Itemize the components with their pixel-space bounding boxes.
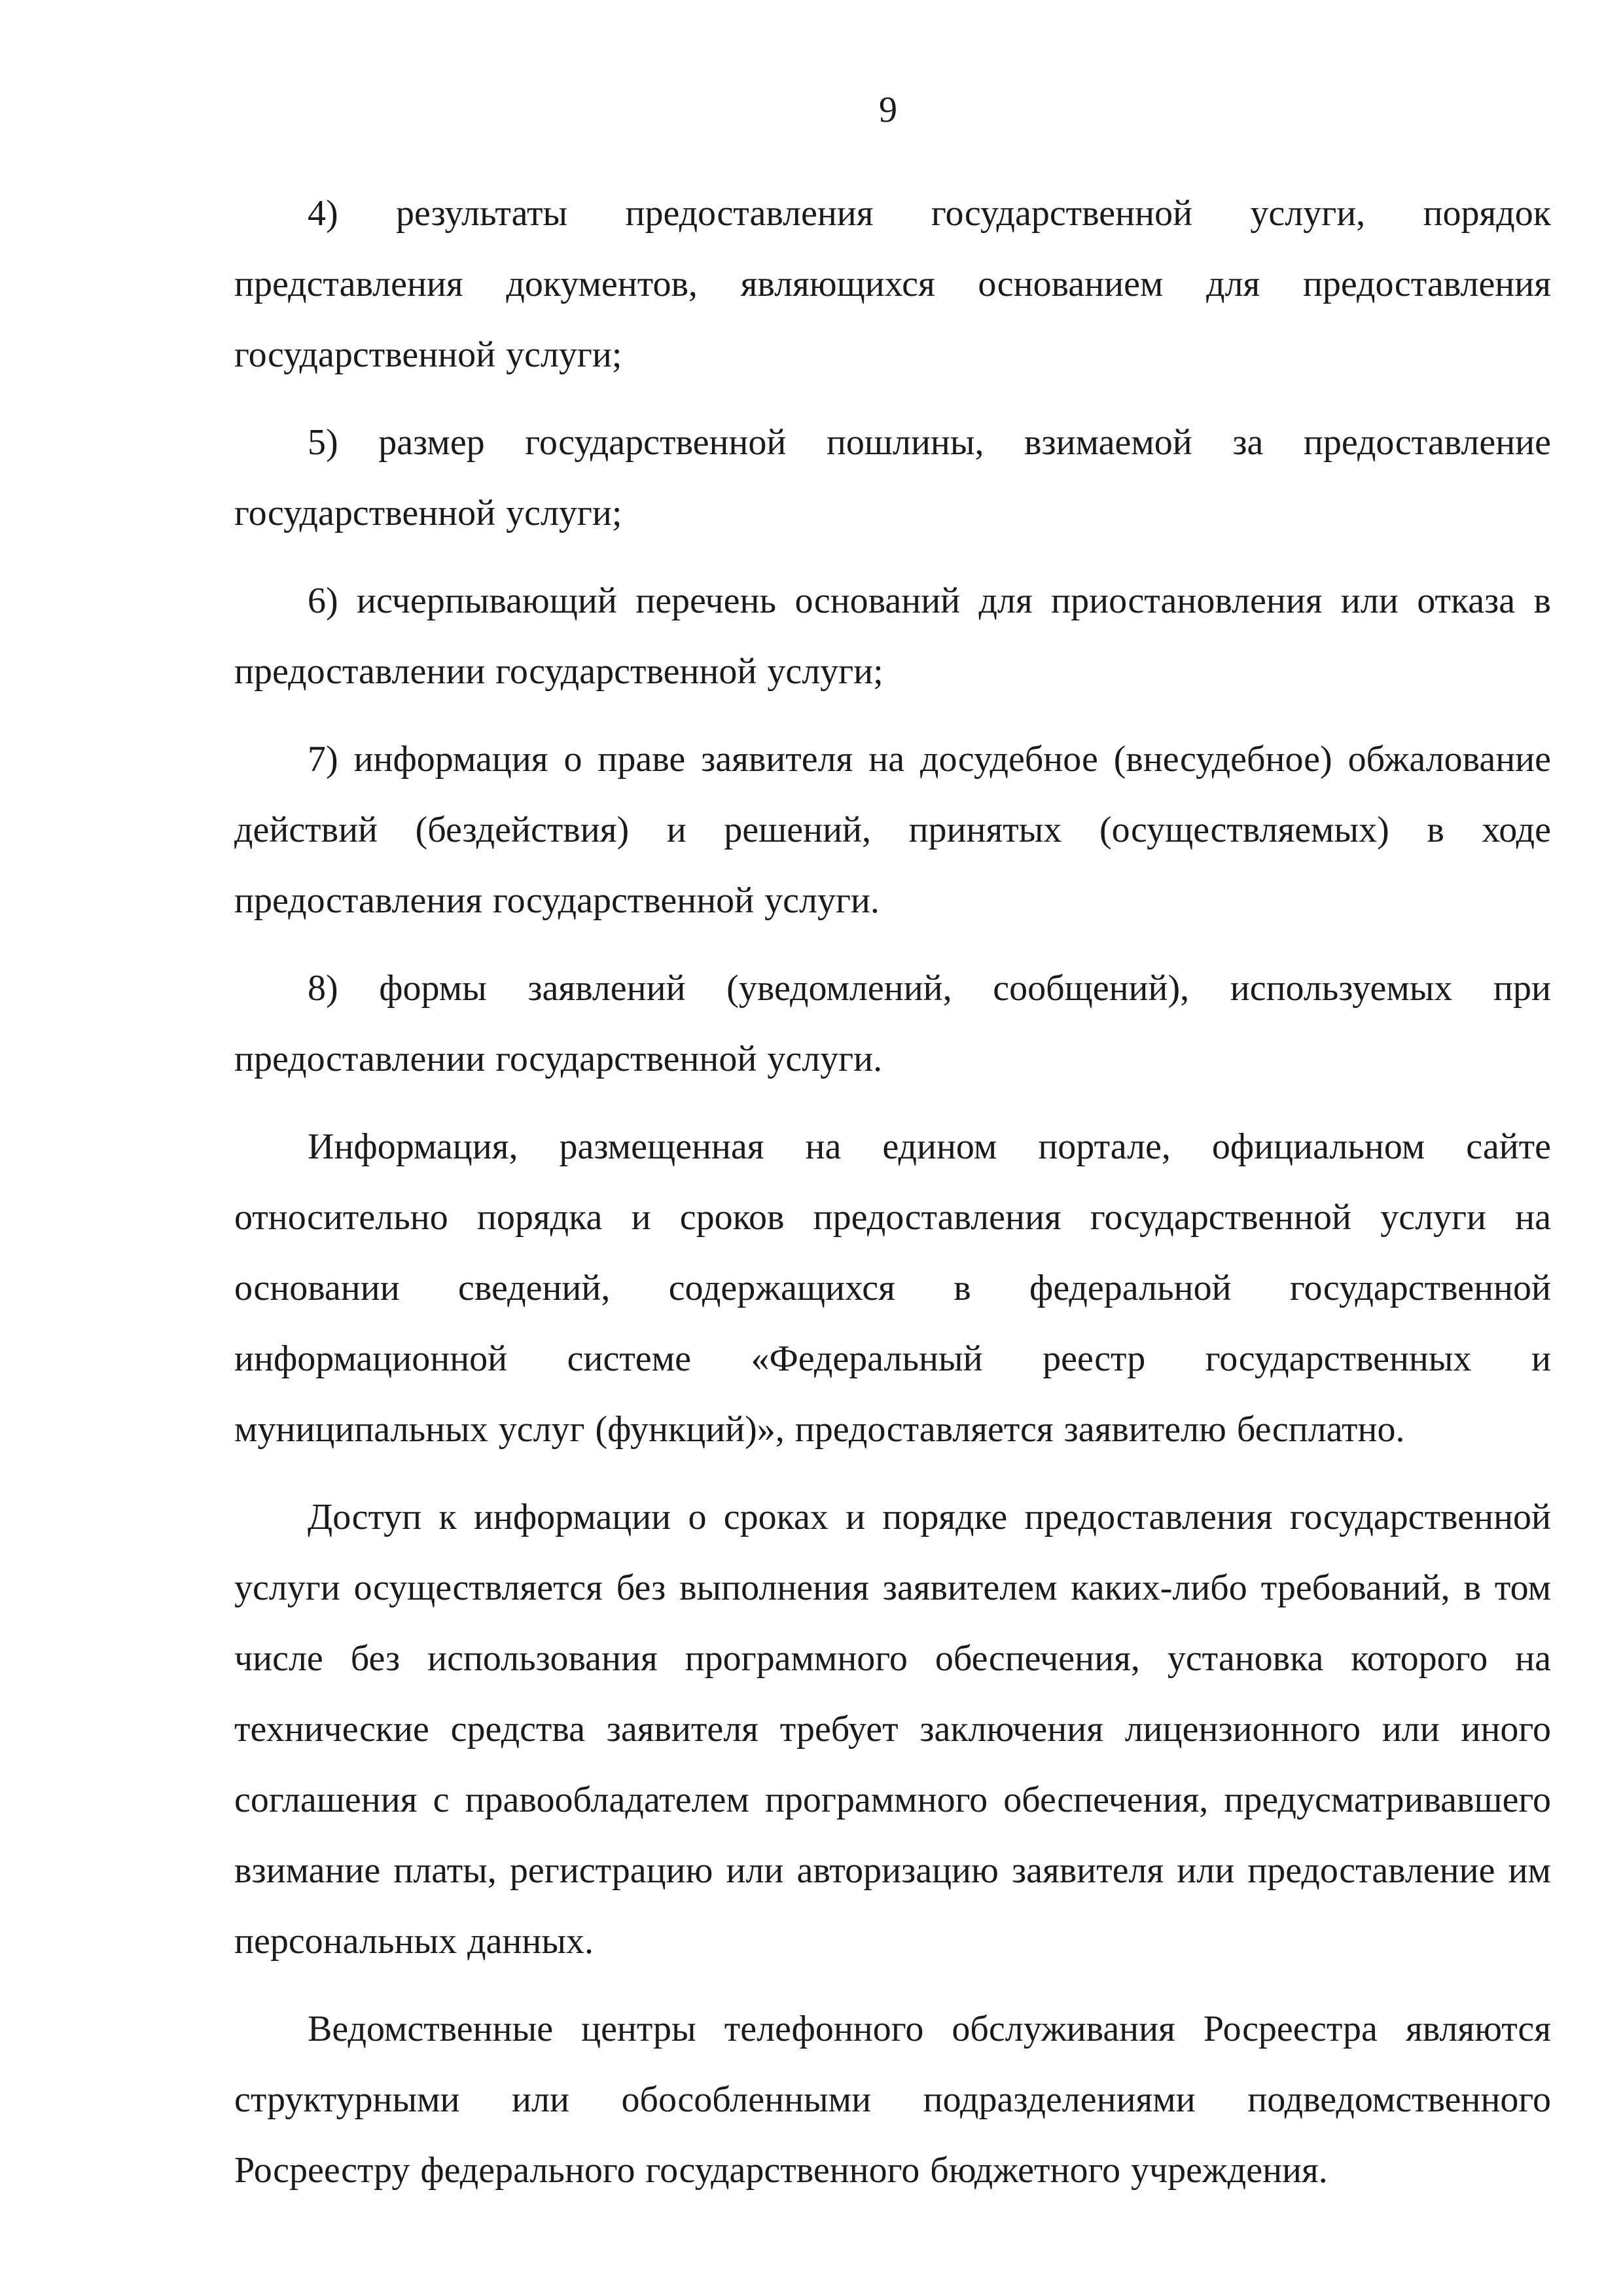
paragraph-call-centers: Ведомственные центры телефонного обслуживания Росреестра являются структурными или обособленными подразделениями подведомственного Росреестру федерального государственного бюджетного учреждения. [234, 2009, 1551, 2191]
paragraph-info-free: Информация, размещенная на едином портале, официальном сайте относительно порядка и сроков предоставления государственной услуги на основании сведений, содержащихся в федеральной государственной информационной системе «Федеральный реестр государственных и муниципальных услуг (функций)», предоставляется заявителю бесплатно. [234, 1126, 1551, 1450]
paragraph-item-8: 8) формы заявлений (уведомлений, сообщений), используемых при предоставлении государственной услуги. [234, 968, 1551, 1079]
document-body [234, 178, 1551, 2206]
paragraph-item-5: 5) размер государственной пошлины, взимаемой за предоставление государственной услуги; [234, 422, 1551, 533]
paragraph-item-4: 4) результаты предоставления государственной услуги, порядок представления документов, являющихся основанием для предоставления государственной услуги; [234, 193, 1551, 375]
page-number: 9 [879, 90, 897, 130]
paragraph-item-7: 7) информация о праве заявителя на досудебное (внесудебное) обжалование действий (бездействия) и решений, принятых (осуществляемых) в ходе предоставления государственной услуги. [234, 739, 1551, 921]
paragraph-item-6: 6) исчерпывающий перечень оснований для приостановления или отказа в предоставлении государственной услуги; [234, 581, 1551, 692]
paragraph-access-info: Доступ к информации о сроках и порядке предоставления государственной услуги осуществляется без выполнения заявителем каких-либо требований, в том числе без использования программного обеспечения, установка которого на технические средства заявителя требует заключения лицензионного или иного соглашения с правообладателем программного обеспечения, предусматривавшего взимание платы, регистрацию или авторизацию заявителя или предоставление им персональных данных. [234, 1497, 1551, 1962]
